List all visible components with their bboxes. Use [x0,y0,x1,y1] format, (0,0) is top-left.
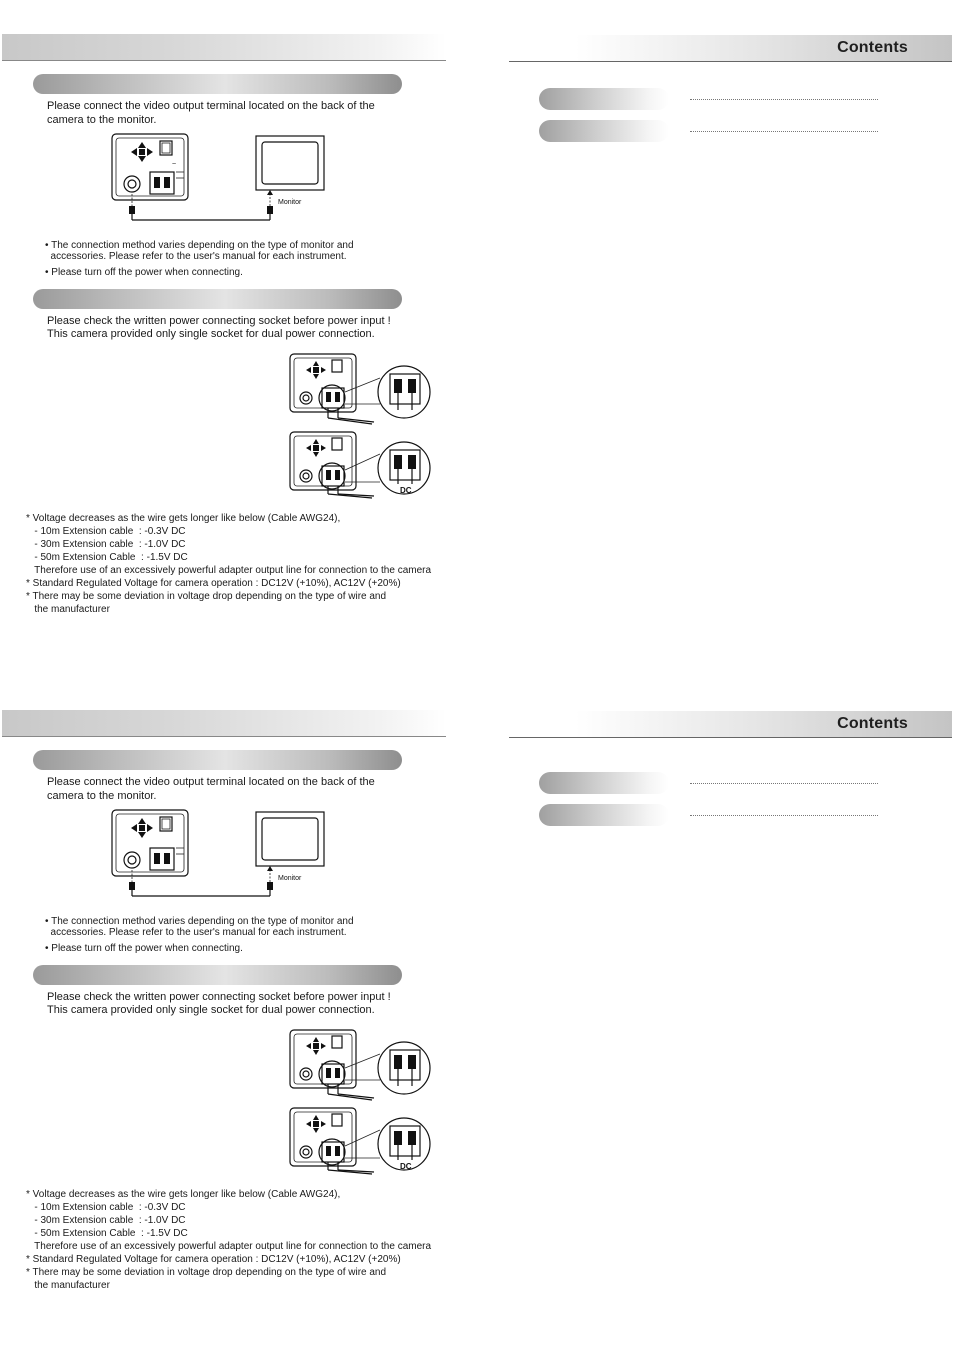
right-page-header [509,711,952,738]
power-note-4: Therefore use of an excessively powerful adapter output line for connection to the camera [26,1241,432,1252]
power-note-7: the manufacturer [26,604,110,615]
contents-leader-1 [690,783,878,784]
contents-entry-2[interactable] [539,804,669,826]
video-intro-line1: Please connect the video output terminal located on the back of the [47,776,375,788]
power-note-6: * There may be some deviation in voltage drop depending on the type of wire and [26,591,387,602]
power-connection-section-bar [33,965,402,985]
power-connection-section-bar [33,289,402,309]
power-intro-line2: This camera provided only single socket for dual power connection. [47,328,375,340]
right-page-header [509,35,952,62]
video-note2: • Please turn off the power when connecting. [45,267,243,278]
video-note1-line1: • The connection method varies depending on the type of monitor and [45,916,354,927]
power-connection-diagram [288,1028,438,1174]
video-intro-line1: Please connect the video output terminal located on the back of the [47,100,375,112]
video-note1-line2: accessories. Please refer to the user's manual for each instrument. [45,251,347,262]
power-note-1: - 10m Extension cable : -0.3V DC [26,526,186,537]
contents-title: Contents [837,39,908,56]
monitor-label: Monitor [278,199,302,206]
contents-entry-1[interactable] [539,88,669,110]
contents-title: Contents [837,715,908,732]
power-note-5: * Standard Regulated Voltage for camera operation : DC12V (+10%), AC12V (+20%) [26,578,401,589]
contents-leader-1 [690,99,878,100]
contents-leader-2 [690,131,878,132]
video-intro-line2: camera to the monitor. [47,790,157,802]
contents-leader-2 [690,815,878,816]
power-note-2: - 30m Extension cable : -1.0V DC [26,1215,186,1226]
power-intro-line2: This camera provided only single socket for dual power connection. [47,1004,375,1016]
video-note1-line1: • The connection method varies depending on the type of monitor and [45,240,354,251]
power-connection-diagram [288,352,438,498]
video-connection-diagram [110,132,340,226]
power-note-3: - 50m Extension Cable : -1.5V DC [26,1228,188,1239]
power-note-0: * Voltage decreases as the wire gets longer like below (Cable AWG24), [26,513,341,524]
video-connection-section-bar [33,74,402,94]
manual-spread-top [0,0,954,675]
power-note-1: - 10m Extension cable : -0.3V DC [26,1202,186,1213]
left-page-header [2,710,446,737]
contents-entry-1[interactable] [539,772,669,794]
dc-label: DC [400,486,412,495]
power-intro-line1: Please check the written power connecting socket before power input ! [47,315,391,327]
video-connection-section-bar [33,750,402,770]
power-intro-line1: Please check the written power connecting socket before power input ! [47,991,391,1003]
power-note-7: the manufacturer [26,1280,110,1291]
video-note1-line2: accessories. Please refer to the user's manual for each instrument. [45,927,347,938]
dc-label: DC [400,1162,412,1171]
power-note-3: - 50m Extension Cable : -1.5V DC [26,552,188,563]
contents-entry-2[interactable] [539,120,669,142]
video-intro-line2: camera to the monitor. [47,114,157,126]
svg-text:~: ~ [172,161,177,168]
monitor-label: Monitor [278,875,302,882]
left-page-header [2,34,446,61]
video-connection-diagram [110,808,340,902]
power-note-2: - 30m Extension cable : -1.0V DC [26,539,186,550]
power-note-5: * Standard Regulated Voltage for camera operation : DC12V (+10%), AC12V (+20%) [26,1254,401,1265]
power-note-6: * There may be some deviation in voltage drop depending on the type of wire and [26,1267,387,1278]
manual-spread-bottom [0,676,954,1351]
video-note2: • Please turn off the power when connecting. [45,943,243,954]
power-note-0: * Voltage decreases as the wire gets longer like below (Cable AWG24), [26,1189,341,1200]
power-note-4: Therefore use of an excessively powerful adapter output line for connection to the camera [26,565,432,576]
